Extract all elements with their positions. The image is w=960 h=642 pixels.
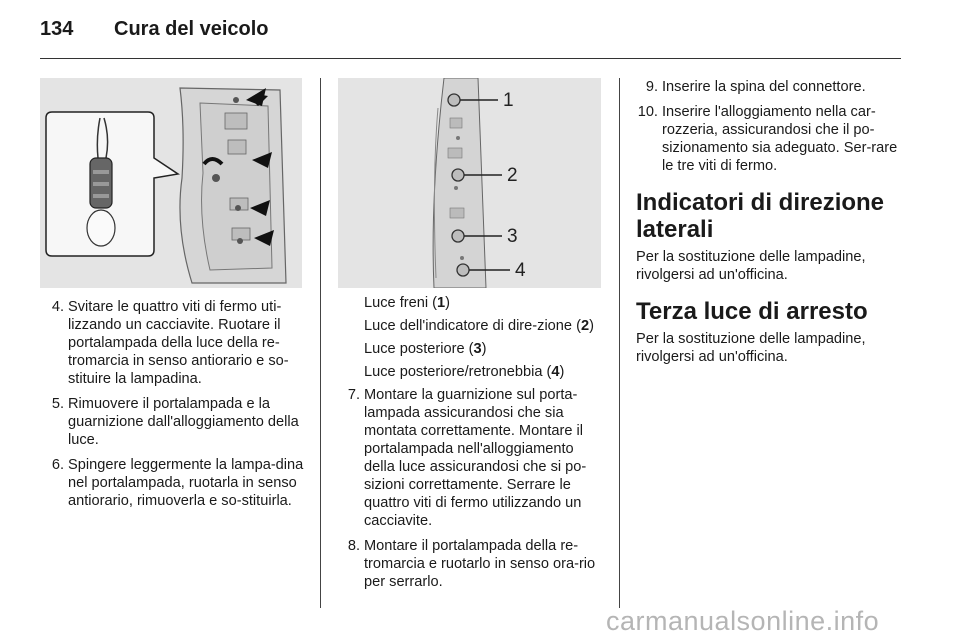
step-number: 7. [347,387,360,403]
lamp-holder-illustration [40,78,302,288]
middle-column [338,294,608,598]
figure-label-1: 1 [503,90,514,111]
page-number: 134 [40,18,74,40]
legend-item: Luce dell'indicatore di dire-zione (2) [364,318,594,334]
left-column [42,298,306,517]
step-number: 10. [637,104,658,120]
section-body: Per la sostituzione delle lampadine, rivolgersi ad un'officina. [636,331,866,365]
step-number: 9. [645,79,658,95]
step-number: 8. [347,538,360,554]
step-text: Inserire l'alloggiamento nella car-rozzeria, assicurandosi che il po-sizionamento sia adeguato. Ser-rare le tre viti di fermo. [662,104,898,174]
step-item [636,103,902,175]
step-item [42,395,306,449]
step-text: Montare il portalampada della re-tromarcia e ruotarlo in senso ora-rio per serrarlo. [364,538,596,590]
step-number: 5. [51,396,64,412]
step-text: Rimuovere il portalampada e la guarnizione dall'alloggiamento della luce. [68,396,299,448]
section-body: Per la sostituzione delle lampadine, rivolgersi ad un'officina. [636,249,866,283]
step-text: Spingere leggermente la lampa-dina nel portalampada, ruotarla in senso antiorario, rimuoverla e so-stituirla. [68,457,304,509]
right-column [636,78,902,371]
figure-label-2: 2 [507,165,518,186]
step-number: 4. [51,299,64,315]
lamp-holder-drawing [40,78,302,288]
column-divider-left [320,78,321,608]
step-number: 6. [51,457,64,473]
page-title: Cura del veicolo [114,18,269,40]
step-item [42,298,306,388]
figure-label-4: 4 [515,260,526,281]
step-text: Svitare le quattro viti di fermo uti-lizzando un cacciavite. Ruotare il portalampada della luce della re-tromarcia in senso antiorario e so-stituire la lampadina. [68,299,289,387]
header-rule [40,58,901,59]
figure-legend [338,294,608,381]
section-heading: Terza luce di arresto [636,298,868,325]
step-item [42,456,306,510]
step-item [338,537,608,591]
step-text: Montare la guarnizione sul porta-lampada assicurandosi che sia montata correttamente. Montare il portalampada nell'alloggiamento della luce assicurandosi che si po-sizioni correttamente. Serrare le quattro viti di fermo utilizzando un cacciavite. [364,387,587,529]
rear-light-drawing [338,78,601,288]
legend-item: Luce posteriore (3) [364,341,487,357]
step-item [636,78,902,96]
legend-item: Luce posteriore/retronebbia (4) [364,364,565,380]
rear-light-diagram [338,78,601,288]
column-divider-right [619,78,620,608]
watermark: carmanualsonline.info [606,606,880,636]
step-item [338,386,608,530]
page-header [40,18,269,41]
section-heading: Indicatori di direzione laterali [636,189,885,243]
figure-label-3: 3 [507,226,518,247]
legend-item: Luce freni (1) [364,295,451,311]
step-text: Inserire la spina del connettore. [662,79,866,95]
